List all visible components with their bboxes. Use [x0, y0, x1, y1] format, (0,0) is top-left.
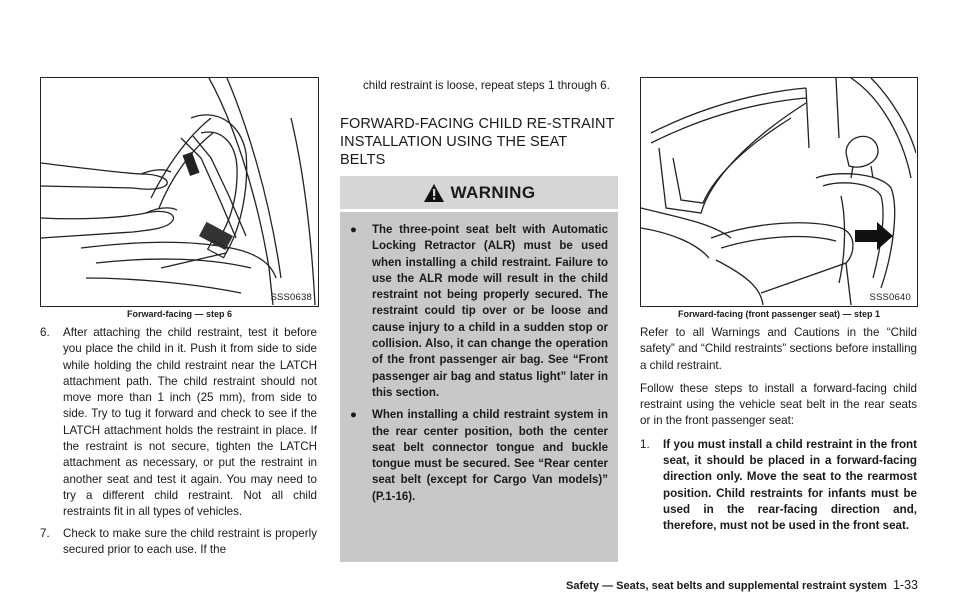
step-item-6	[40, 325, 317, 521]
step-number: 7.	[40, 526, 50, 540]
front-passenger-seat-illustration	[641, 78, 916, 305]
warning-item: ● The three-point seat belt with Automatic Locking Retractor (ALR) must be used when installing a child restraint. Failure to use the ALR mode will result in the child restraint not being properly secured. The restraint could tip over or be loose and cause injury to a child in a sudden stop or collision. Also, it can change the operation of the front passenger air bag. See “Front passenger air bag and status light” later in this section.	[350, 224, 608, 399]
footer-section: Safety — Seats, seat belts and supplemental restraint system	[566, 580, 887, 592]
figure-child-restraint-step6	[40, 77, 319, 307]
step-item-7	[40, 526, 317, 559]
step-number: 6.	[40, 326, 50, 339]
figure-code: SSS0638	[270, 292, 312, 303]
page-footer	[566, 578, 918, 592]
warning-title: WARNING	[450, 182, 536, 202]
right-column-text	[640, 325, 917, 540]
step-text: If you must install a child restraint in the front seat, it should be placed in a forward-facing direction only. Move the seat to the rearmost position. Child restraints for infants must be used in the rear-facing direction and, therefore, must not be used in the front seat.	[663, 437, 917, 533]
steps-intro-paragraph: Follow these steps to install a forward-facing child restraint using the vehicle seat belt in the rear seats or in the front passenger seat:	[640, 381, 917, 428]
step-number: 1.	[640, 437, 650, 451]
child-restraint-illustration	[41, 78, 317, 305]
continuation-text: child restraint is loose, repeat steps 1 through 6.	[363, 79, 610, 92]
warning-box	[340, 176, 618, 562]
figure-caption: Forward-facing — step 6	[126, 309, 233, 319]
latch-connector-icon	[199, 222, 233, 258]
intro-paragraph: Refer to all Warnings and Cautions in the “Child safety” and “Child restraints” sections before installing a child restraint.	[640, 326, 917, 372]
figure-caption: Forward-facing (front passenger seat) — step 1	[677, 309, 881, 319]
figure-code: SSS0640	[869, 292, 911, 303]
page-number: 1-33	[892, 578, 918, 592]
step-text: Check to make sure the child restraint is properly secured prior to each use. If the	[63, 526, 317, 556]
bullet-icon: ●	[350, 224, 357, 236]
left-column-text	[40, 325, 317, 563]
warning-triangle-icon	[423, 183, 445, 203]
warning-list	[340, 212, 618, 505]
bullet-icon: ●	[350, 409, 357, 422]
step-text: After attaching the child restraint, test it before you place the child in it. Push it from side to side while holding the child restraint near the LATCH attachment path. The child restraint should not move more than 1 inch (25 mm), from side to side. Try to tug it forward and check to see if the LATCH attachment holds the restraint in place. If the restraint is not secure, tighten the LATCH attachment as necessary, or put the restraint in another seat and test it again. You may need to try a different child restraint. Not all child restraints fit in all types of vehicles.	[63, 326, 317, 519]
warning-item: ● When installing a child restraint system in the rear center position, both the center seat belt connector tongue and buckle tongue must be secured. See “Rear center seat belt (except for Cargo Van models)” (P.1-16).	[350, 409, 608, 503]
figure-front-passenger-seat	[640, 77, 918, 307]
section-heading: FORWARD-FACING CHILD RE-STRAINT INSTALLATION USING THE SEAT BELTS	[340, 116, 615, 168]
step-item-1	[640, 437, 917, 535]
forward-arrow-icon	[855, 222, 893, 250]
warning-header	[340, 176, 618, 212]
